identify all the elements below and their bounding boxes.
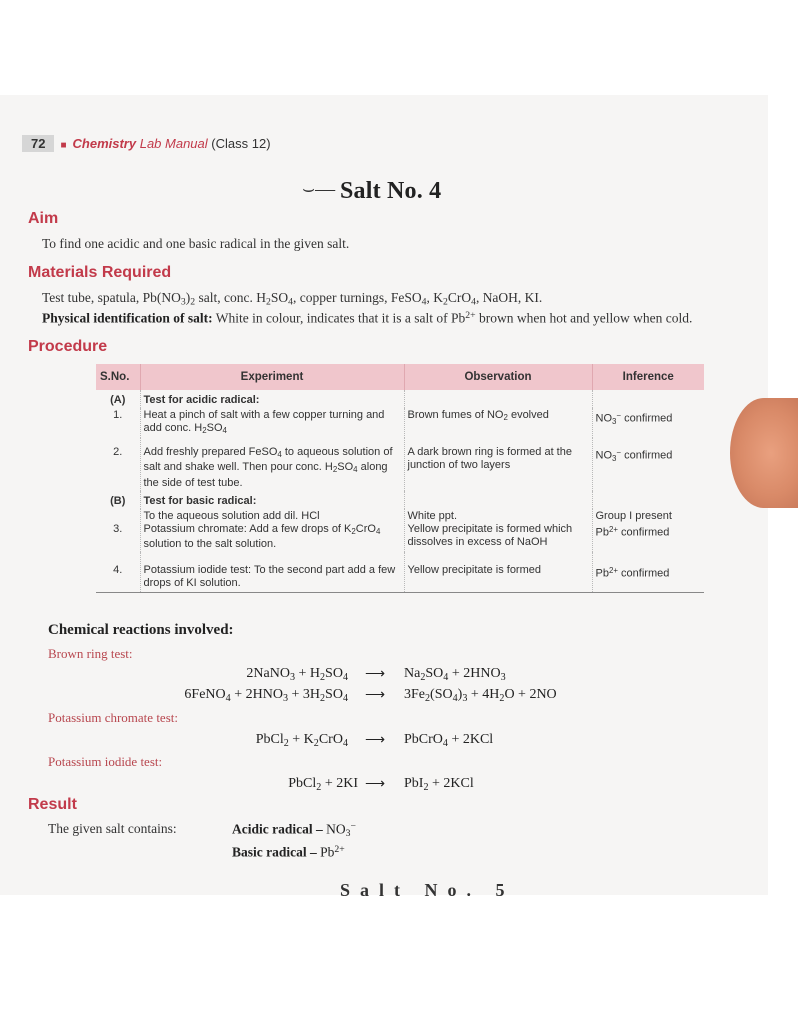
procedure-table	[96, 364, 704, 593]
equation-2-lhs: 6FeNO$_4$ + $2HNO_3 + 3H_2SO_4$	[184, 687, 348, 704]
physical-identification: Physical identification of salt: White in colour, indicates that it is a salt of $Pb^{2+}$ brown when hot and yellow when cold.	[42, 310, 693, 326]
table-row: 2. Add freshly prepared FeSO$_4$ to aqueous solution of salt and shake well. Then pour conc. $H_2SO_4$ along the side of test tube. A dark brown ring is formed at the junction of two layers $NO_3^-$ confirmed	[96, 438, 704, 490]
arrow-icon: ⟶	[365, 667, 386, 682]
arrow-icon: ⟶	[365, 733, 386, 748]
equation-3-lhs: PbCl$_2$ + $K_2CrO_4$	[255, 732, 348, 749]
column-header: Observation	[404, 364, 592, 390]
column-header: Inference	[592, 364, 704, 390]
table-row: 1. Heat a pinch of salt with a few copper turning and add conc. $H_2SO_4$ Brown fumes of $NO_2$ evolved $NO_3^-$ confirmed	[96, 408, 704, 438]
table-row: (B) Test for basic radical:	[96, 491, 704, 509]
table-row: (A) Test for acidic radical:	[96, 390, 704, 408]
result-intro: The given salt contains:	[48, 821, 177, 836]
table-header-row	[96, 364, 704, 390]
equation-1-rhs: $Na_2SO_4 + 2HNO_3$	[404, 666, 506, 683]
equation-2-rhs: $3Fe_2(SO_4)_3 + 4H_2O + 2NO$	[404, 687, 557, 704]
class-label: (Class 12)	[211, 136, 271, 151]
chromate-label: Potassium chromate test:	[48, 710, 178, 725]
equation-4-rhs: PbI$_2$ + 2KCl	[404, 776, 474, 793]
materials-list: Test tube, spatula, $Pb(NO_3)_2$ salt, conc. $H_2SO_4$, copper turnings, FeSO$_4$, $K_2CrO_4$, NaOH, KI.	[42, 290, 543, 308]
table-row: 4. Potassium iodide test: To the second part add a few drops of KI solution. Yellow precipitate is formed $Pb^{2+}$ confirmed	[96, 552, 704, 593]
running-header	[22, 136, 271, 151]
table-row: 3. To the aqueous solution add dil. HCl Potassium chromate: Add a few drops of $K_2CrO_4$ solution to the salt solution. White ppt. Yellow precipitate is formed which dissolves in excess of NaOH Group I present $Pb^{2+}$ confirmed	[96, 509, 704, 552]
materials-heading: Materials Required	[28, 264, 172, 281]
arrow-icon: ⟶	[365, 688, 386, 703]
iodide-label: Potassium iodide test:	[48, 754, 163, 769]
procedure-heading: Procedure	[28, 338, 108, 355]
book-title-bold: Chemistry	[72, 136, 137, 151]
arrow-icon: ⟶	[365, 777, 386, 792]
result-acidic: Acidic radical – $NO_3^-$	[232, 821, 356, 840]
equation-1-lhs: 2NaNO$_3$ + $H_2SO_4$	[246, 666, 348, 683]
tick-mark-icon: ⌣—	[302, 178, 336, 200]
book-title-italic: Lab Manual	[139, 136, 208, 151]
page-title: Salt No. 4	[340, 178, 442, 204]
brown-ring-label: Brown ring test:	[48, 646, 133, 661]
equation-3-rhs: PbCrO$_4$ + 2KCl	[404, 732, 494, 749]
result-heading: Result	[28, 796, 77, 813]
column-header: S.No.	[96, 364, 140, 390]
equation-4-lhs: PbCl$_2$ + 2KI	[288, 776, 358, 793]
finger	[730, 398, 798, 508]
page-number: 72	[22, 135, 54, 152]
column-header: Experiment	[140, 364, 404, 390]
aim-text: To find one acidic and one basic radical in the given salt.	[42, 236, 350, 251]
result-basic: Basic radical – $Pb^{2+}$	[232, 844, 345, 860]
reactions-heading: Chemical reactions involved:	[48, 622, 234, 638]
next-salt-heading	[340, 880, 515, 886]
aim-heading: Aim	[28, 210, 59, 227]
bullet-icon: ■	[60, 140, 67, 151]
